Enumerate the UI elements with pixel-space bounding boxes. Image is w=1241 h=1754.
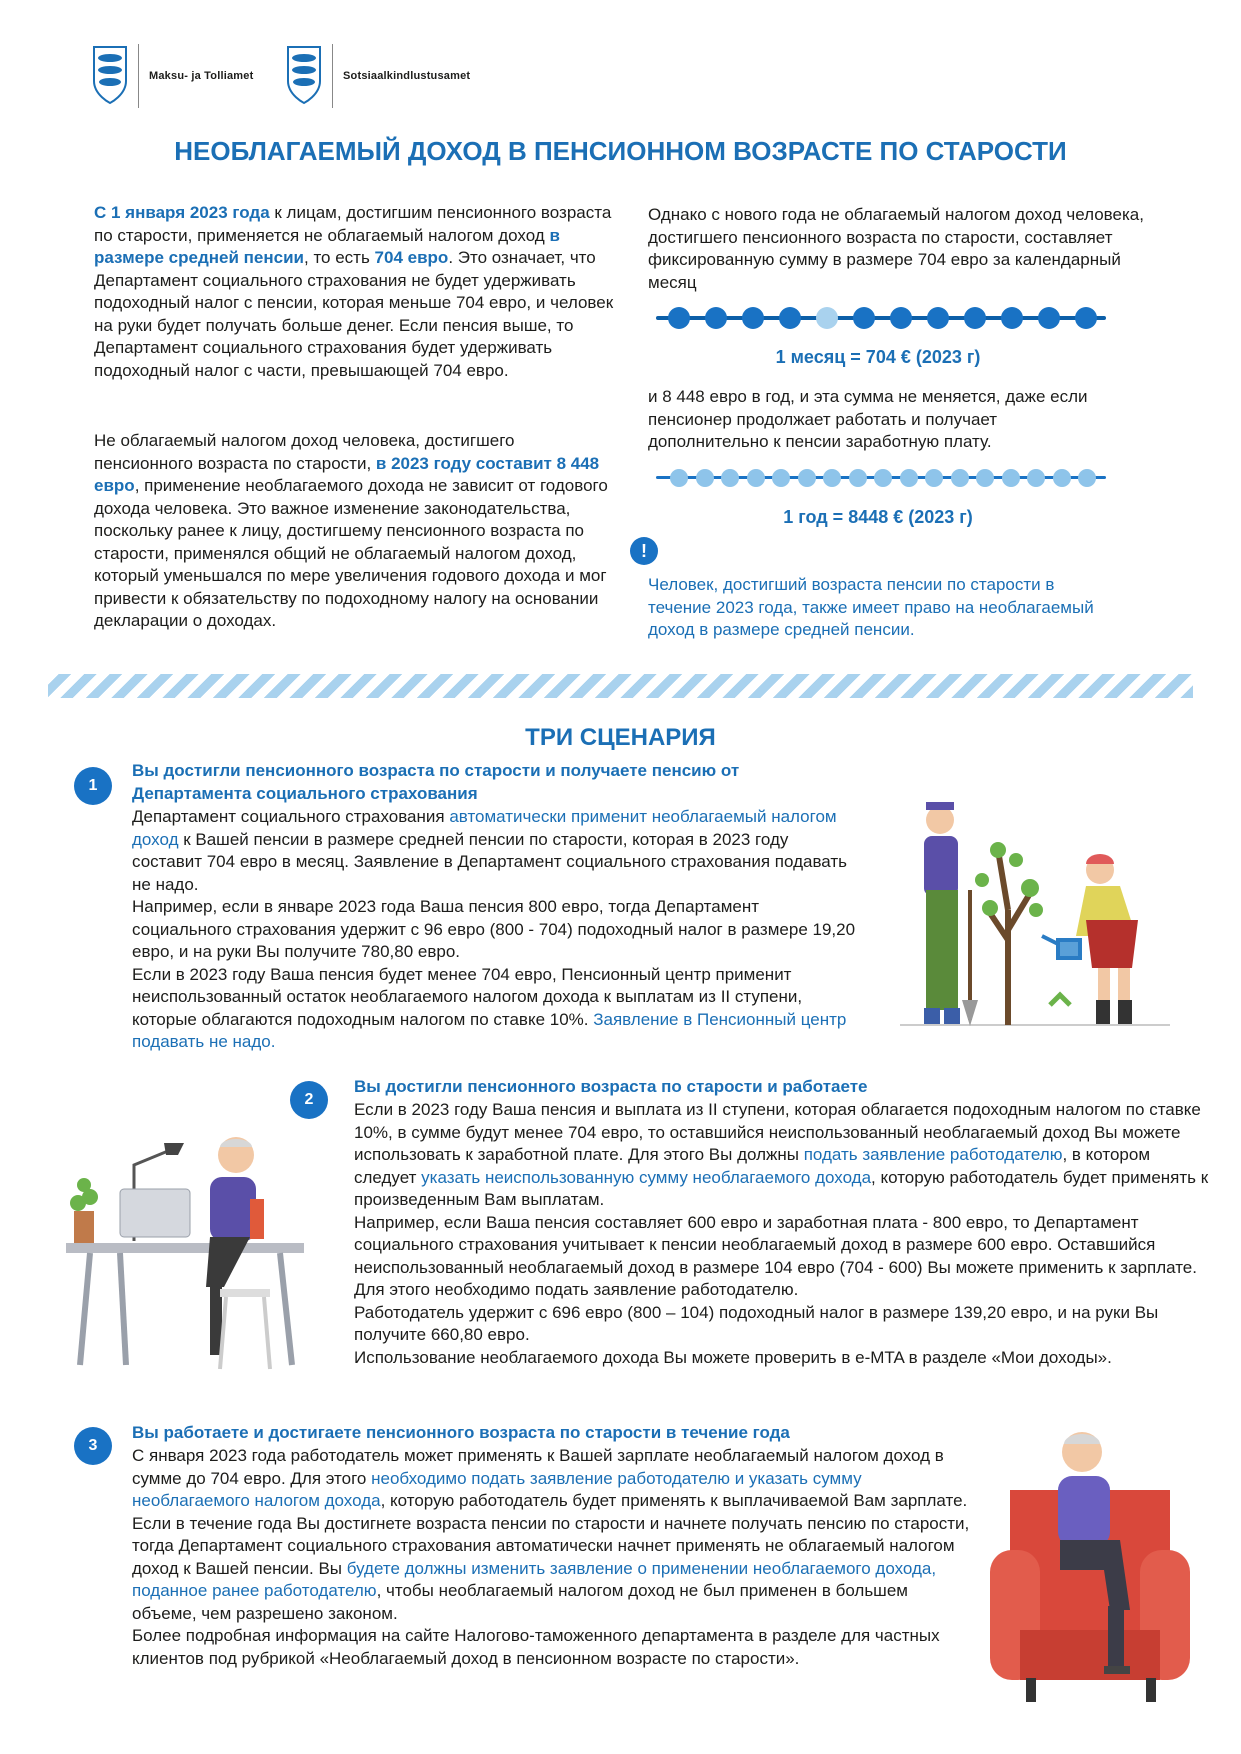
text-segment: , которую работодатель будет применять к выплачиваемой Вам зарплате. Если в течение года Вы достигнете возраста пенсии по старости и начнете получать пенсию по старости, тогда Департамент социального страхования автоматически начнет применять не облагаемый налогом доход к Вашей пенсии. Вы xyxy=(132,1491,970,1578)
scenario-2-heading: Вы достигли пенсионного возраста по старости и работаете xyxy=(354,1077,868,1096)
text-segment: Департамент социального страхования xyxy=(132,807,450,826)
left-paragraph-2 xyxy=(94,430,616,633)
year-dot xyxy=(798,469,816,487)
text-segment: подать заявление работодателю xyxy=(803,1145,1063,1164)
year-dot xyxy=(951,469,969,487)
text-segment: Заявление в Пенсионный центр подавать не надо. xyxy=(132,1009,847,1051)
scenarios-title: ТРИ СЦЕНАРИЯ xyxy=(525,724,716,751)
year-dot xyxy=(1002,469,1020,487)
estonian-lions-logo-icon xyxy=(92,45,128,107)
month-dot xyxy=(1001,307,1023,329)
year-dot xyxy=(1027,469,1045,487)
notice-text: Человек, достигший возраста пенсии по старости в течение 2023 года, также имеет право на необлагаемый доход в размере средней пенсии. xyxy=(648,575,1094,639)
logo-text: Sotsiaalkindlustusamet xyxy=(343,70,471,82)
text-segment: Не облагаемый налогом доход человека, достигшего пенсионного возраста по старости, xyxy=(94,431,515,473)
text-segment: в размере средней пенсии xyxy=(94,225,560,267)
text-segment: к лицам, достигшим пенсионного возраста по старости, применяется не облагаемый налогом доход xyxy=(94,203,612,245)
year-dot xyxy=(721,469,739,487)
year-dot xyxy=(900,469,918,487)
year-dot xyxy=(823,469,841,487)
text-segment: , применение необлагаемого дохода не зависит от годового дохода человека. Это важное изменение законодательства, поскольку ранее к лицу, достигшему пенсионного возраста по старости, применялся общий не облагаемый налогом доход, который уменьшался по мере увеличения годового дохода и мог привести к обязательству по подоходному налогу на основании декларации о доходах. xyxy=(94,476,608,630)
year-dot xyxy=(925,469,943,487)
month-dot xyxy=(964,307,986,329)
month-dot xyxy=(1075,307,1097,329)
text-segment: указать неиспользованную сумму необлагаемого дохода xyxy=(421,1167,872,1187)
year-label: 1 год = 8448 € (2023 г) xyxy=(783,507,973,527)
text-segment: к Вашей пенсии в размере средней пенсии по старости, которая в 2023 году составит 704 евро в месяц. Заявление в Департамент социального страхования подавать не надо. Например, если в январе 2023 года Ваша пенсия 800 евро, тогда Департамент социального страхования удержит с 96 евро (800 - 704) подоходный налог в размере 19,20 евро, и на руки Вы получите 780,80 евро. Если в 2023 году Ваша пенсия будет менее 704 евро, Пенсионный центр применит неиспользованный остаток необлагаемого налогом дохода к выплатам из II ступени, которые облагаются подоходным налогом по ставке 10%. xyxy=(132,829,856,1029)
month-dot xyxy=(1038,307,1060,329)
year-dot xyxy=(976,469,994,487)
logo-sotsiaalkindlustusamet xyxy=(286,44,470,108)
scenario-number-badge: 2 xyxy=(290,1081,328,1119)
text-segment: , в котором следует xyxy=(354,1145,1151,1187)
right-paragraph-1: Однако с нового года не облагаемый налогом доход человека, достигшего пенсионного возраста по старости, составляет фиксированную сумму в размере 704 евро за календарный месяц xyxy=(648,205,1144,292)
logo-maksu-ja-tolliamet xyxy=(92,44,253,108)
year-dot xyxy=(670,469,688,487)
exclamation-icon: ! xyxy=(630,537,658,565)
scenario-3-heading: Вы работаете и достигаете пенсионного возраста по старости в течение года xyxy=(132,1423,790,1442)
left-paragraph-1 xyxy=(94,202,614,382)
year-dot xyxy=(747,469,765,487)
page-title: НЕОБЛАГАЕМЫЙ ДОХОД В ПЕНСИОННОМ ВОЗРАСТЕ ПО СТАРОСТИ xyxy=(174,136,1067,166)
month-dot xyxy=(890,307,912,329)
section-divider xyxy=(48,674,1193,698)
text-segment: в 2023 году составит 8 448 евро xyxy=(94,453,600,495)
year-dot xyxy=(696,469,714,487)
month-dot xyxy=(668,307,690,329)
month-dot xyxy=(853,307,875,329)
text-segment: , которую работодатель будет применять к произведенным Вам выплатам. Например, если Ваша пенсия составляет 600 евро и заработная плата - 800 евро, то Департамент социального страхования учитывает к пенсии необлагаемый доход в размере 600 евро. Оставшийся неиспользованный необлагаемый доход в размере 104 евро (704 - 600) Вы можете применить к зарплате. Для этого необходимо подать заявление работодателю. Работодатель удержит с 696 евро (800 – 104) подоходный налог в размере 139,20 евро, и на руки Вы получите 660,80 евро. Использование необлагаемого дохода Вы можете проверить в e-MTA в разделе «Мои доходы». xyxy=(354,1167,1209,1367)
text-segment: , то есть xyxy=(304,248,375,267)
month-label: 1 месяц = 704 € (2023 г) xyxy=(775,347,981,367)
scenario-number-badge: 1 xyxy=(74,767,112,805)
scenario-1-body xyxy=(132,806,862,1054)
text-segment: необходимо подать заявление работодателю и указать сумму необлагаемого налогом дохода xyxy=(132,1468,862,1510)
estonian-lions-logo-icon xyxy=(286,45,322,107)
text-segment: 704 евро xyxy=(374,248,449,267)
year-dot xyxy=(874,469,892,487)
month-dot xyxy=(779,307,801,329)
text-segment: С января 2023 года работодатель может применять к Вашей зарплате необлагаемый налогом доход в сумме до 704 евро. Для этого xyxy=(132,1446,944,1488)
month-dot xyxy=(742,307,764,329)
scenario-2-body xyxy=(354,1099,1214,1369)
month-dot xyxy=(705,307,727,329)
year-dots-graphic xyxy=(656,466,1106,490)
month-dot xyxy=(816,307,838,329)
year-dot xyxy=(1053,469,1071,487)
month-dots-graphic xyxy=(656,300,1106,336)
scenario-number-badge: 3 xyxy=(74,1427,112,1465)
right-paragraph-2: и 8 448 евро в год, и эта сумма не меняется, даже если пенсионер продолжает работать и получает дополнительно к пенсии заработную плату. xyxy=(648,387,1088,451)
logo-text: Maksu- ja Tolliamet xyxy=(149,70,254,82)
year-dot xyxy=(772,469,790,487)
pensioner-at-desk-illustration xyxy=(60,1125,310,1375)
year-dot xyxy=(1078,469,1096,487)
scenario-1-heading: Вы достигли пенсионного возраста по старости и получаете пенсию от Департамента социального страхования xyxy=(132,761,740,803)
pensioners-gardening-illustration xyxy=(890,790,1180,1030)
month-dot xyxy=(927,307,949,329)
text-segment: автоматически применит необлагаемый налогом доход xyxy=(132,807,837,849)
text-segment: С 1 января 2023 года xyxy=(94,203,270,222)
year-dot xyxy=(849,469,867,487)
text-segment: будете должны изменить заявление о применении необлагаемого дохода, поданное ранее работодателю xyxy=(132,1558,937,1600)
text-segment: . Это означает, что Департамент социального страхования не будет удерживать подоходный налог с пенсии, которая меньше 704 евро, и человек на руки будет получать больше денег. Если пенсия выше, то Департамент социального страхования будет удерживать подоходный налог с части, превышающей 704 евро. xyxy=(94,248,614,380)
scenario-3-body xyxy=(132,1445,972,1670)
pensioner-armchair-illustration xyxy=(980,1420,1200,1710)
text-segment: Если в 2023 году Ваша пенсия и выплата из II ступени, которая облагается подоходным налогом по ставке 10%, в сумме будут менее 704 евро, то оставшийся неиспользованный необлагаемый доход Вы можете использовать к заработной плате. Для этого Вы должны xyxy=(354,1100,1201,1164)
text-segment: , чтобы необлагаемый налогом доход не был применен в большем объеме, чем разрешено законом. Более подробная информация на сайте Налогово-таможенного департамента в разделе для частных клиентов под рубрикой «Необлагаемый доход в пенсионном возрасте по старости». xyxy=(132,1581,940,1668)
